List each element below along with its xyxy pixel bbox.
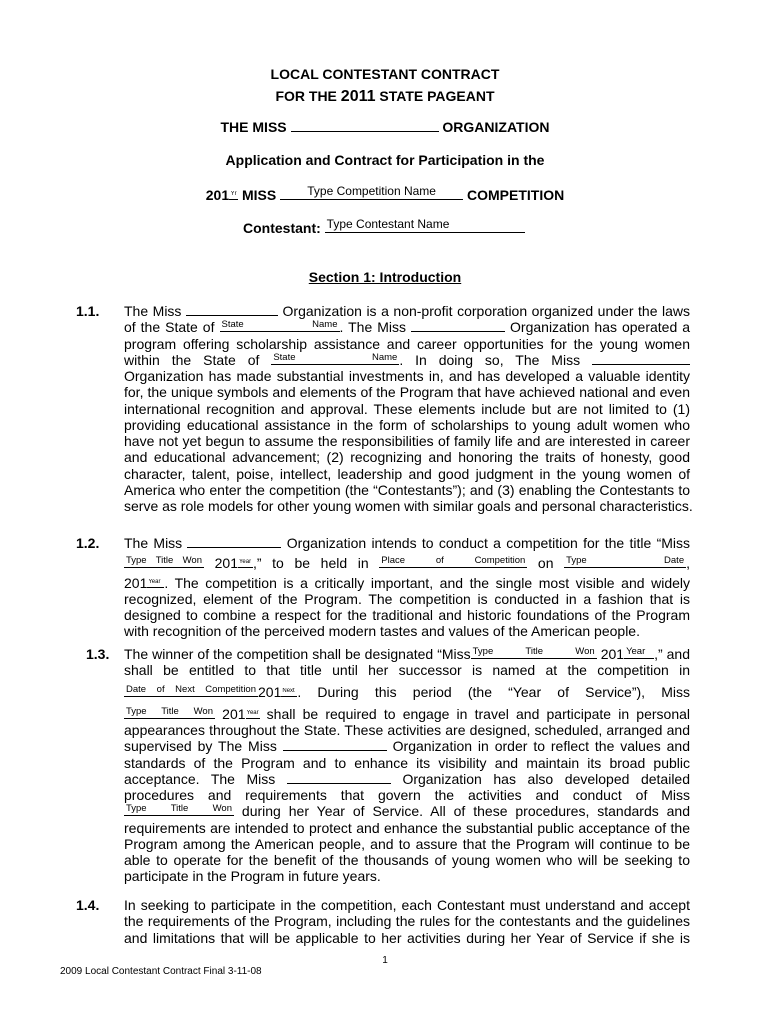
year-field[interactable]: Year (238, 559, 253, 568)
miss-org-blank[interactable] (187, 535, 281, 548)
application-line: Application and Contract for Participation in the (225, 152, 545, 168)
clause-1-4: In seeking to participate in the competition, each Contestant must understand and accept the requirements of the Program, including the rules for the contestants and the guidelines and limitations that will be applicable to her activities during her Year of Service if she is (124, 897, 690, 946)
clause-number-1-1: 1.1. (76, 303, 100, 319)
place-of-competition-field[interactable]: Place of Competition (381, 556, 526, 567)
date-field[interactable]: Type Date (566, 556, 685, 567)
organization-blank[interactable] (291, 119, 439, 132)
clause-number-1-2: 1.2. (76, 535, 100, 551)
year-field[interactable]: Year (147, 579, 164, 588)
clause-1-3: The winner of the competition shall be designated “Miss Type Title Won 201 Year ,” and shall be entitled to that title until her successor is named at the competition in Date of Next Competition 201Next . During this period (the “Year of Service”), Miss Type Title Won 201Year shall be required to engage in travel and participate in personal appearances throughout the State. These activities are designed, scheduled, arranged and supervised by The Miss Organization in order to reflect the values and standards of the Program and to enhance its visibility and maintain its broad public acceptance. The Miss Organization has also developed detailed procedures and requirements that govern the activities and conduct of Miss Type Title Won during her Year of Service. All of these procedures, standards and requirements are intended to protect and enhance the substantial public acceptance of the Program among the American people, and to assure that the Program will continue to be able to operate for the benefit of the thousands of young women who will be seeking to participate in the Program in future years. (124, 646, 691, 885)
clause-number-1-4: 1.4. (76, 897, 100, 913)
miss-org-blank[interactable] (283, 738, 387, 751)
state-name-field[interactable]: State Name (273, 352, 398, 363)
next-competition-date-field[interactable]: Date of Next Competition (126, 684, 256, 695)
title-won-field[interactable]: Type Title Won (126, 706, 213, 717)
competition-line: 201 Yr MISS Type Competition Name COMPETITION (205, 185, 565, 203)
miss-org-blank[interactable] (411, 319, 505, 332)
title-line-1: LOCAL CONTESTANT CONTRACT (270, 66, 500, 82)
clause-number-1-3: 1.3. (86, 646, 110, 662)
title-won-field[interactable]: Type Title Won (472, 647, 595, 657)
contestant-line (243, 218, 525, 236)
title-won-field[interactable]: Type Title Won (126, 804, 232, 815)
page-number: 1 (382, 955, 388, 966)
footer-text: 2009 Local Contestant Contract Final 3-11-08 (60, 966, 262, 977)
year-field[interactable]: Year (246, 710, 260, 719)
state-name-field[interactable]: State Name (221, 320, 338, 331)
section-1-heading: Section 1: Introduction (308, 269, 462, 285)
miss-org-blank[interactable] (186, 303, 278, 316)
pageant-year: 2011 (340, 88, 376, 105)
miss-org-blank[interactable] (592, 352, 690, 365)
next-year-field[interactable]: Next (281, 688, 297, 697)
contestant-label: Contestant: (243, 220, 321, 236)
organization-line: THE MISS ORGANIZATION (220, 119, 550, 135)
title-won-field[interactable]: Type Title Won (126, 556, 202, 567)
contract-title (0, 66, 770, 82)
competition-name-field[interactable]: Type Competition Name (280, 185, 463, 200)
contract-subtitle: FOR THE 2011 STATE PAGEANT (275, 88, 495, 105)
clause-1-2: The Miss Organization intends to conduct a competition for the title “Miss Type Title Won 201Year ,” to be held in Place of Competition on Type Date , 201Year . The competition is a critically important, and the single most visible and widely recognized, element of the Program. The competition is conducted in a fashion that is designed to combine a respect for the traditional and historic foundations of the Program with recognition of the perceived modern tastes and values of the American people. (124, 535, 691, 640)
competition-year-field[interactable]: Yr (229, 191, 238, 200)
contestant-name-field[interactable]: Type Contestant Name (325, 218, 525, 233)
year-field[interactable]: Year (624, 647, 654, 659)
miss-org-blank[interactable] (287, 771, 391, 784)
clause-1-1: The Miss Organization is a non-profit corporation organized under the laws of the State of State Name . The Miss Organization has operated a program offering scholarship assistance and career opportunities for the young women within the State of State Name . In doing so, The Miss Organization has made substantial investments in, and has developed a valuable identity for, the unique symbols and elements of the Program that have achieved national and even international recognition and approval. These elements include but are not limited to (1) providing educational assistance in the form of scholarships to young adult women who have not yet begun to assume the responsibilities of family life and are interested in career and educational advancement; (2) recognizing and honoring the traits of honesty, good character, talent, poise, intellect, leadership and good judgment in the young women of America who enter the competition (the “Contestants”); and (3) enabling the Contestants to serve as role models for other young women with similar goals and personal characteristics. (124, 303, 693, 514)
